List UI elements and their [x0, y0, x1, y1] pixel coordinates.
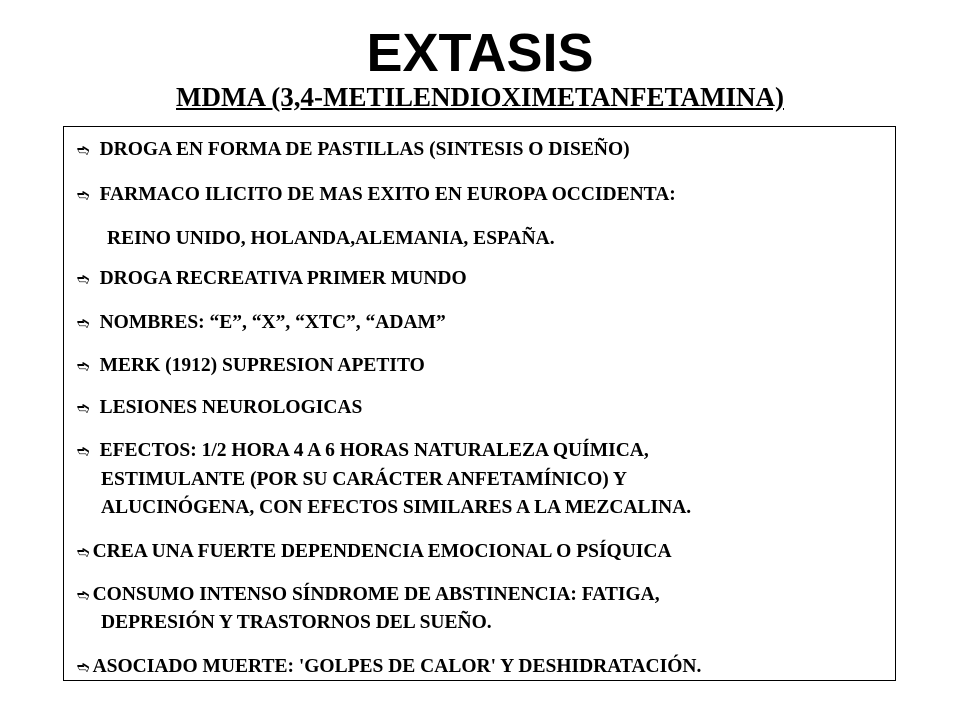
bullet-text: FARMACO ILICITO DE MAS EXITO EN EUROPA OCCIDENTA: [99, 184, 676, 205]
slide-subtitle: MDMA (3,4-METILENDIOXIMETANFETAMINA) [176, 82, 784, 112]
arrow-bullet-icon: ➬ [77, 314, 90, 332]
bullet-text: DROGA RECREATIVA PRIMER MUNDO [99, 268, 467, 289]
bullet-text: ALUCINÓGENA, CON EFECTOS SIMILARES A LA MEZCALINA. [101, 497, 692, 518]
arrow-bullet-icon: ➬ [77, 186, 90, 204]
arrow-bullet-icon: ➬ [77, 442, 90, 460]
arrow-bullet-icon: ➬ [77, 141, 90, 159]
bullet-item [77, 541, 672, 563]
arrow-bullet-icon: ➬ [77, 658, 90, 676]
arrow-bullet-icon: ➬ [77, 357, 90, 375]
continuation-line [107, 228, 555, 250]
bullet-text: REINO UNIDO, HOLANDA,ALEMANIA, ESPAÑA. [107, 228, 555, 249]
bullet-item [77, 584, 660, 606]
arrow-bullet-icon: ➬ [77, 270, 90, 288]
bullet-item [77, 312, 446, 334]
bullet-item [77, 184, 676, 206]
arrow-bullet-icon: ➬ [77, 586, 90, 604]
bullet-text: ESTIMULANTE (POR SU CARÁCTER ANFETAMÍNICO) Y [101, 469, 627, 490]
bullet-text: EFECTOS: 1/2 HORA 4 A 6 HORAS NATURALEZA QUÍMICA, [99, 440, 649, 461]
bullet-item [77, 139, 630, 161]
bullet-text: NOMBRES: “E”, “X”, “XTC”, “ADAM” [99, 312, 446, 333]
bullet-text: CONSUMO INTENSO SÍNDROME DE ABSTINENCIA: FATIGA, [92, 584, 660, 605]
bullet-item [77, 355, 425, 377]
bullet-text: ASOCIADO MUERTE: 'GOLPES DE CALOR' Y DESHIDRATACIÓN. [92, 656, 702, 677]
bullet-item [77, 656, 701, 678]
continuation-line [101, 497, 691, 519]
bullet-text: CREA UNA FUERTE DEPENDENCIA EMOCIONAL O PSÍQUICA [92, 541, 672, 562]
slide-title: EXTASIS [366, 23, 594, 83]
bullet-text: MERK (1912) SUPRESION APETITO [99, 355, 425, 376]
continuation-line [101, 469, 627, 491]
bullet-item [77, 440, 649, 462]
bullet-text: DEPRESIÓN Y TRASTORNOS DEL SUEÑO. [101, 612, 492, 633]
bullet-item [77, 397, 362, 419]
bullet-text: LESIONES NEUROLOGICAS [99, 397, 363, 418]
arrow-bullet-icon: ➬ [77, 399, 90, 417]
bullet-item [77, 268, 467, 290]
continuation-line [101, 612, 492, 634]
bullet-text: DROGA EN FORMA DE PASTILLAS (SINTESIS O DISEÑO) [99, 139, 630, 160]
arrow-bullet-icon: ➬ [77, 543, 90, 561]
